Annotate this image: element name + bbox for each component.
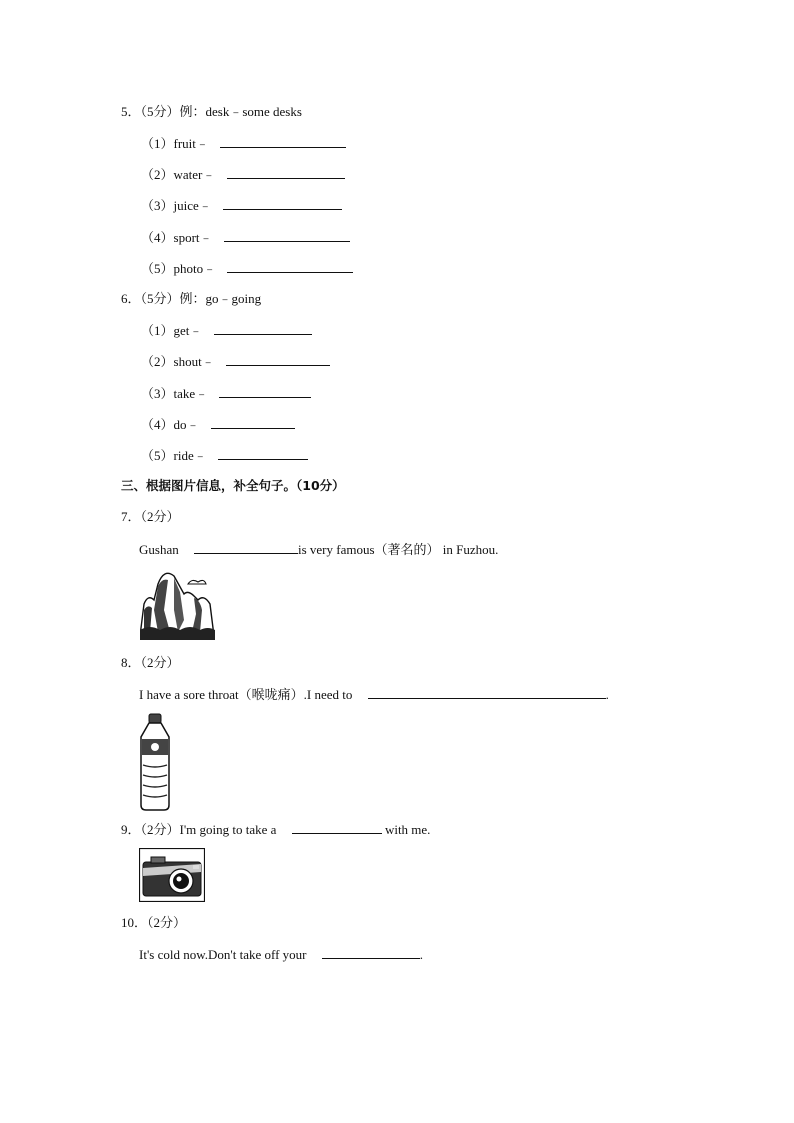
- answer-blank[interactable]: [227, 166, 345, 179]
- sentence-start: It's cold now.Don't take off your: [139, 947, 307, 962]
- item-number: （4）: [141, 417, 174, 432]
- sentence-start: Gushan: [139, 542, 179, 557]
- question-10-header: 10．（2分）: [121, 915, 187, 930]
- answer-blank[interactable]: [224, 229, 350, 242]
- item-number: （4）: [141, 230, 174, 245]
- item-word: ride﹣: [173, 448, 207, 463]
- item-word: get﹣: [173, 323, 203, 338]
- question-5-header: 5．（5分）例：desk﹣some desks: [121, 104, 302, 119]
- item-number: （1）: [141, 323, 174, 338]
- answer-blank[interactable]: [220, 135, 346, 148]
- answer-blank[interactable]: [214, 322, 312, 335]
- answer-blank[interactable]: [292, 821, 382, 834]
- q10-sentence: [139, 946, 423, 962]
- item-word: juice﹣: [173, 198, 212, 213]
- q6-item-1: [141, 322, 312, 338]
- item-number: （3）: [141, 386, 174, 401]
- q5-item-3: [141, 197, 342, 213]
- q6-item-3: [141, 385, 311, 401]
- item-word: do﹣: [173, 417, 200, 432]
- section-3-title: 三、根据图片信息，补全句子。（10分）: [121, 478, 345, 493]
- answer-blank[interactable]: [218, 447, 308, 460]
- item-number: （1）: [141, 136, 174, 151]
- item-word: photo﹣: [173, 261, 217, 276]
- item-word: take﹣: [173, 386, 209, 401]
- item-word: fruit﹣: [173, 136, 209, 151]
- item-number: （2）: [141, 167, 174, 182]
- q9-sentence: [121, 821, 430, 837]
- item-word: water﹣: [173, 167, 216, 182]
- answer-blank[interactable]: [211, 416, 295, 429]
- sentence-end: .: [419, 947, 424, 962]
- item-number: （5）: [141, 261, 174, 276]
- camera-picture: [139, 848, 205, 902]
- q6-item-4: [141, 416, 295, 432]
- question-7-header: 7．（2分）: [121, 509, 180, 524]
- item-word: sport﹣: [173, 230, 213, 245]
- item-number: （5）: [141, 448, 174, 463]
- sentence-end: with me.: [384, 822, 431, 837]
- q5-item-1: [141, 135, 346, 151]
- answer-blank[interactable]: [223, 197, 342, 210]
- answer-blank[interactable]: [226, 353, 330, 366]
- item-number: （2）: [141, 354, 174, 369]
- q5-item-4: [141, 229, 350, 245]
- item-word: shout﹣: [173, 354, 215, 369]
- q6-item-2: [141, 353, 330, 369]
- answer-blank[interactable]: [227, 260, 353, 273]
- water-bottle-picture: [139, 713, 171, 811]
- q5-item-5: [141, 260, 353, 276]
- answer-blank[interactable]: [194, 541, 298, 554]
- mountain-picture: [140, 570, 215, 640]
- answer-blank[interactable]: [219, 385, 311, 398]
- question-6-header: 6．（5分）例：go﹣going: [121, 291, 262, 306]
- answer-blank[interactable]: [322, 946, 420, 959]
- answer-blank[interactable]: [368, 686, 606, 699]
- question-9-header: 9．（2分）I'm going to take a: [121, 822, 277, 837]
- sentence-end: .: [605, 687, 609, 702]
- q5-item-2: [141, 166, 345, 182]
- q6-item-5: [141, 447, 308, 463]
- q7-sentence: [139, 541, 498, 557]
- q8-sentence: [139, 686, 609, 702]
- sentence-start: I have a sore throat（喉咙痛）.I need to: [139, 687, 353, 702]
- question-8-header: 8．（2分）: [121, 655, 180, 670]
- item-number: （3）: [141, 198, 174, 213]
- sentence-end: is very famous（著名的） in Fuzhou.: [297, 542, 499, 557]
